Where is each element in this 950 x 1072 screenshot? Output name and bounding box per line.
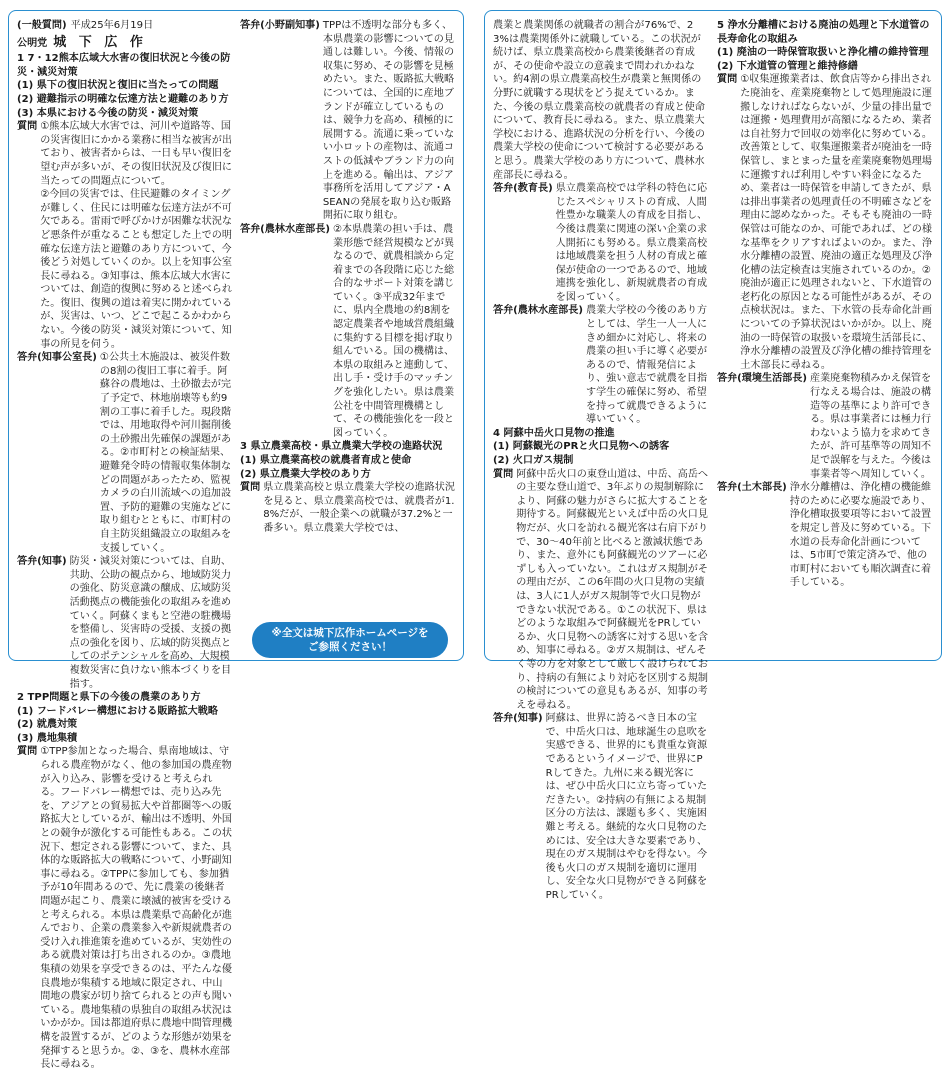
author-name: 城 下 広 作 [53,34,147,50]
question-block [17,120,232,351]
left-column-1 [17,19,232,1071]
question-block [493,468,709,713]
section-3-title: 3 県立農業高校・県立農業大学校の進路状況 [240,441,443,453]
section-5-item: (1) 廃油の一時保管取扱いと浄化槽の維持管理 [717,47,929,59]
answer-text: 県立農業高校では学科の特色に応じたスペシャリストの育成、人間性豊かな職業人の育成を目指し、今後は農業に関連の深い企業の求人開拓にも努める。県立農業高校は地域農業を担う人材の育成と確保が使命の一つであるので、地域連携を強化し、新規就農者の育成を図っていく。 [555,183,708,303]
answer-block [493,712,709,902]
section-1-item: (2) 避難指示の明確な伝達方法と避難のあり方 [17,93,229,105]
question-text: ①熊本広域大水害では、河川や道路等、国の災害復旧にかかる業務に相当な被害が出ており、被害者からは、一日も早い復旧を望む声が多いが、その復旧状況及び復旧に当たっての問題点について。 [40,121,232,187]
answer-block [717,481,933,590]
question-text: 阿蘇中岳火口の東登山道は、中岳、高岳への主要な登山道で、3年ぶりの規制解除により、阿蘇の魅力がさらに拡大することを期待する。阿蘇観光といえば中岳の火口見物だが、火口を訪れる観光客は右肩下がりで、30〜40年前と比べると激減状態であり、また、意外にも阿蘇観光のツアーに必ずしも入っていない。これはガス規制がその理由だが、この6年間の火口見物の実績は、3人に1人がガス規制等で火口見物ができない状況である。①この状況下、県はどのような取組みで阿蘇観光をPRしているか、火口見物への誘客に対する思いを含め、知事に尋ねる。②ガス規制は、ぜんそく等の方を対象として厳しく設けられており、持病の有無により対応を区別する規制の検討についての意見もあるが、知事の考えを尋ねる。 [516,468,708,711]
banner-line-1: ※全文は城下広作ホームページを [271,627,429,639]
answer-block [240,19,455,223]
speaker-label: 答弁(知事公室長) [17,352,97,364]
session-date: 平成25年6月19日 [70,20,154,31]
speaker-label: 答弁(知事) [17,556,67,568]
answer-text: 浄水分離槽は、浄化槽の機能維持のために必要な施設であり、浄化槽取扱要項等において設置を規定し普及に努めている。下水道の長寿命化計画については、5市町で策定済みで、他の市町村においても順次調査に着手している。 [789,482,932,589]
section-2-item: (1) フードバレー構想における販路拡大戦略 [17,705,218,717]
party-name: 公明党 [17,37,48,49]
answer-text: TPPは不透明な部分も多く、本県農業の影響についての見通しは難しい。今後、情報の収集に努め、その影響を見極めたい。また、販路拡大戦略については、全国的に産地ブランドが確立しているものは、競争力を高め、積極的に展開する。流通に乗っていない小ロットの産物は、流通コストの低減やブランド力の向上を進める。輸出は、アジア事務所を活用してアジア・ASEANの発展を取り込む販路開拓に取り組む。 [322,20,455,222]
answer-text: 防災・減災対策については、自助、共助、公助の観点から、地域防災力の強化、防災意識の醸成、広域防災活動拠点の機能強化の取組みを進めていく。阿蘇くまもと空港の駐機場を整備し、災害時の受援、支援の拠点の強化を図り、広域的防災拠点としてのポテンシャルを高め、大規模複数災害に負けない熊本づくりを目指す。 [69,556,232,690]
question-text: ①収集運搬業者は、飲食店等から排出された廃油を、産業廃棄物として処理施設に運搬しなければならないが、少量の排出量では運搬・処理費用が高額になるため、業者は自社努力で回収の効率化に努めている。改善策として、収集運搬業者が廃油を一時保管し、まとまった量を産業廃棄物処理場に運搬すれば利用しやすい料金になるため、業者は一時保管を申請してきたが、県は排出事業者の処理責任の不明確さなどを理由に認めなかった。そもそも廃油の一時保管は可能なのか、可能であれば、どの様な基準をクリアすればよいのか。また、浄水分離槽の設置、廃油の適正な処理及び浄化槽の法定検査は実施されているのか。②廃油が適正に処理されないと、下水道管の老朽化の原因となる可能性があるが、その点検状況は。また、下水管の長寿命化計画についての予算状況はいかがか。以上、廃油の一時保管の取扱いを環境生活部長に、浄水分離槽の設置及び浄化槽の維持管理を土木部長に尋ねる。 [740,74,932,371]
question-text: ②今回の災害では、住民避難のタイミングが難しく、住民には明確な伝達方法が不可欠である。雷雨で呼びかけが困難な状況など悪条件が重なることも想定した上での明確な伝達方法と避難のあり方について、今後どう対処していくのか。以上を知事公室長に尋ねる。③知事は、熊本広域大水害については、創造的復興に努めると述べられた。復旧、復興の道は着実に開かれているが、災害は、いつ、どこで起こるかわからない。今後の防災・減災対策について、知事の所見を伺う。 [40,189,232,350]
answer-text: 阿蘇は、世界に誇るべき日本の宝で、中岳火口は、地球誕生の息吹を実感できる、世界的にも貴重な資源であるというイメージで、世界にPRしてきた。九州に来る観光客には、ぜひ中岳火口に立ち寄っていただきたい。②持病の有無による規制区分の方法は、課題も多く、実施困難と考える。継続的な火口見物のためには、安全は大きな要素であり、現在のガス規制はやむを得ない。今後も火口のガス規制を適切に運用し、安全な火口見物ができる阿蘇をPRしていく。 [545,713,708,901]
question-block [717,73,933,372]
author-line [17,36,232,51]
answer-block [493,182,709,304]
section-4-item: (2) 火口ガス規制 [493,455,574,466]
answer-block [717,372,933,481]
question-block [17,745,232,1071]
section-1-title: 1 7・12熊本広域大水害の復旧状況と今後の防災・減災対策 [17,53,231,78]
answer-text: ①公共土木施設は、被災件数の8割の復旧工事に着手。阿蘇谷の農地は、土砂撤去が完了予定で、林地崩壊等も約9割の工事に着手した。現段階では、用地取得や河川掘削後の土砂搬出先確保の課題がある。②市町村との検証結果、避難発令時の情報収集体制などの問題があったため、監視カメラの白川流域への追加設置、予防的避難の実施などに取り組むとともに、市町村の自主防災組織設立の取組みを支援していく。 [99,352,232,554]
right-page [484,10,942,901]
section-1-item: (3) 本県における今後の防災・減災対策 [17,107,199,119]
question-text: 県立農業高校と県立農業大学校の進路状況を見ると、県立農業高校では、就農者が1.8%だが、一般企業への就職が37.2%と一番多い。県立農業大学校では、 [263,482,455,534]
answer-block [17,351,232,555]
answer-block [493,304,709,426]
left-column-2 [240,19,455,654]
answer-block [17,555,232,691]
section-3-item: (1) 県立農業高校の就農者育成と使命 [240,455,412,466]
speaker-label: 質問 [493,468,514,480]
masthead [17,19,232,50]
answer-text: 産業廃棄物積みかえ保管を行なえる場合は、施設の構造等の基準により許可できる。県は事業者には極力行わないよう協力を求めてきたが、許可基準等の周知不足で誤解を与えた。今後は事業者等へ周知していく。 [809,373,932,480]
section-5-item: (2) 下水道管の管理と維持修繕 [717,60,858,72]
right-column-2 [717,19,933,654]
section-5-title: 5 浄水分離槽における廃油の処理と下水道管の長寿命化の取組み [717,20,930,45]
speaker-label: 質問 [240,482,261,494]
question-block [240,481,455,535]
section-4-title: 4 阿蘇中岳火口見物の推進 [493,427,615,439]
section-3-item: (2) 県立農業大学校のあり方 [240,468,371,480]
speaker-label: 答弁(小野副知事) [240,20,320,31]
section-2-title: 2 TPP問題と県下の今後の農業のあり方 [17,692,201,704]
speaker-label: 質問 [17,746,38,758]
speaker-label: 答弁(環境生活部長) [717,373,807,385]
answer-text: 農業大学校の今後のあり方としては、学生一人一人にきめ細かに対応し、将来の農業の担い手に導く必要があるので、情報発信により、強い意志で就農を目指す学生の確保に努め、希望を持って就農できるように導いていく。 [585,305,708,426]
section-4-item: (1) 阿蘇観光のPRと火口見物への誘客 [493,441,670,453]
speaker-label: 答弁(知事) [493,713,543,725]
right-column-1 [493,19,709,901]
speaker-label: 答弁(農林水産部長) [240,223,330,235]
section-1-item: (1) 県下の復旧状況と復旧に当たっての問題 [17,80,219,92]
section-2-item: (2) 就農対策 [17,719,78,731]
speaker-label: 質問 [17,121,38,133]
answer-text: ②本県農業の担い手は、農業形態で経営規模などが異なるので、就農相談から定着までの各段階に応じた総合的なサポート対策を講じていく。③平成32年までに、県内全農地の約8割を認定農業者や地域営農組織に集約する目標を掲げ取り組んでいる。国の機構は、本県の取組みと連動して、出し手・受け手のマッチングを強化したい。県は農業公社を中間管理機構として、その機能強化を一段と図っていく。 [332,223,455,439]
homepage-notice-banner [252,622,448,658]
banner-line-2: ご参照ください！ [308,641,392,653]
speaker-label: 答弁(農林水産部長) [493,305,583,317]
speaker-label: 答弁(土木部長) [717,482,787,494]
question-text-continued: 農業と農業関係の就職者の割合が76%で、23%は農業関係外に就職している。この状況が続けば、県立農業高校から農業後継者の育成が、その使命や設立の意義まで問われかねない。約4割の県立農業高校生が農業と無関係の分野に就職する現状をどう捉えているか。また、今後の県立農業高校の就農者の育成と使命について、教育長に尋ねる。また、県立農業大学校における、進路状況の分析を行い、今後の農業大学校の使命について検討する必要があると思う。農業大学校のあり方について、農林水産部長に尋ねる。 [493,20,705,181]
section-2-item: (3) 農地集積 [17,732,78,744]
speaker-label: 質問 [717,74,738,86]
speaker-label: 答弁(教育長) [493,183,553,195]
question-text: ①TPP参加となった場合、県南地域は、守られる農産物がなく、他の参加国の農産物が入り込み、影響を受けると考えられる。フードバレー構想では、売り込み先を、アジアとの貿易拡大や首都圏等への販路拡大としているが、輸出は不透明、外国との競争が激化する可能性もある。この状況下、想定される影響について、また、具体的な販路拡大の戦略について、小野副知事に尋ねる。②TPPに参加しても、参加猶予が10年間あるので、先に農業の後継者問題が起こり、農業に壊滅的被害を受けると考えられる。本県は農業県で高齢化が進んでおり、企業の農業参入や新規就農者の受け入れ推進策を進めているが、実効性のある就農対策は打ち出されるのか。③農地集積の効果を享受できるのは、平たんな優良農地が集積する地域に限定され、中山間地の農家が切り捨てられるとの声も聞いている。農地集積の県独自の取組み状況はいかがか。国は都道府県に農地中間管理機構を設置するが、どのような形態が効果を発揮すると思うか。②、③を、農林水産部長に尋ねる。 [40,746,232,1071]
left-page [8,10,464,1071]
answer-block [240,223,455,441]
session-label: (一般質問) [17,20,67,31]
